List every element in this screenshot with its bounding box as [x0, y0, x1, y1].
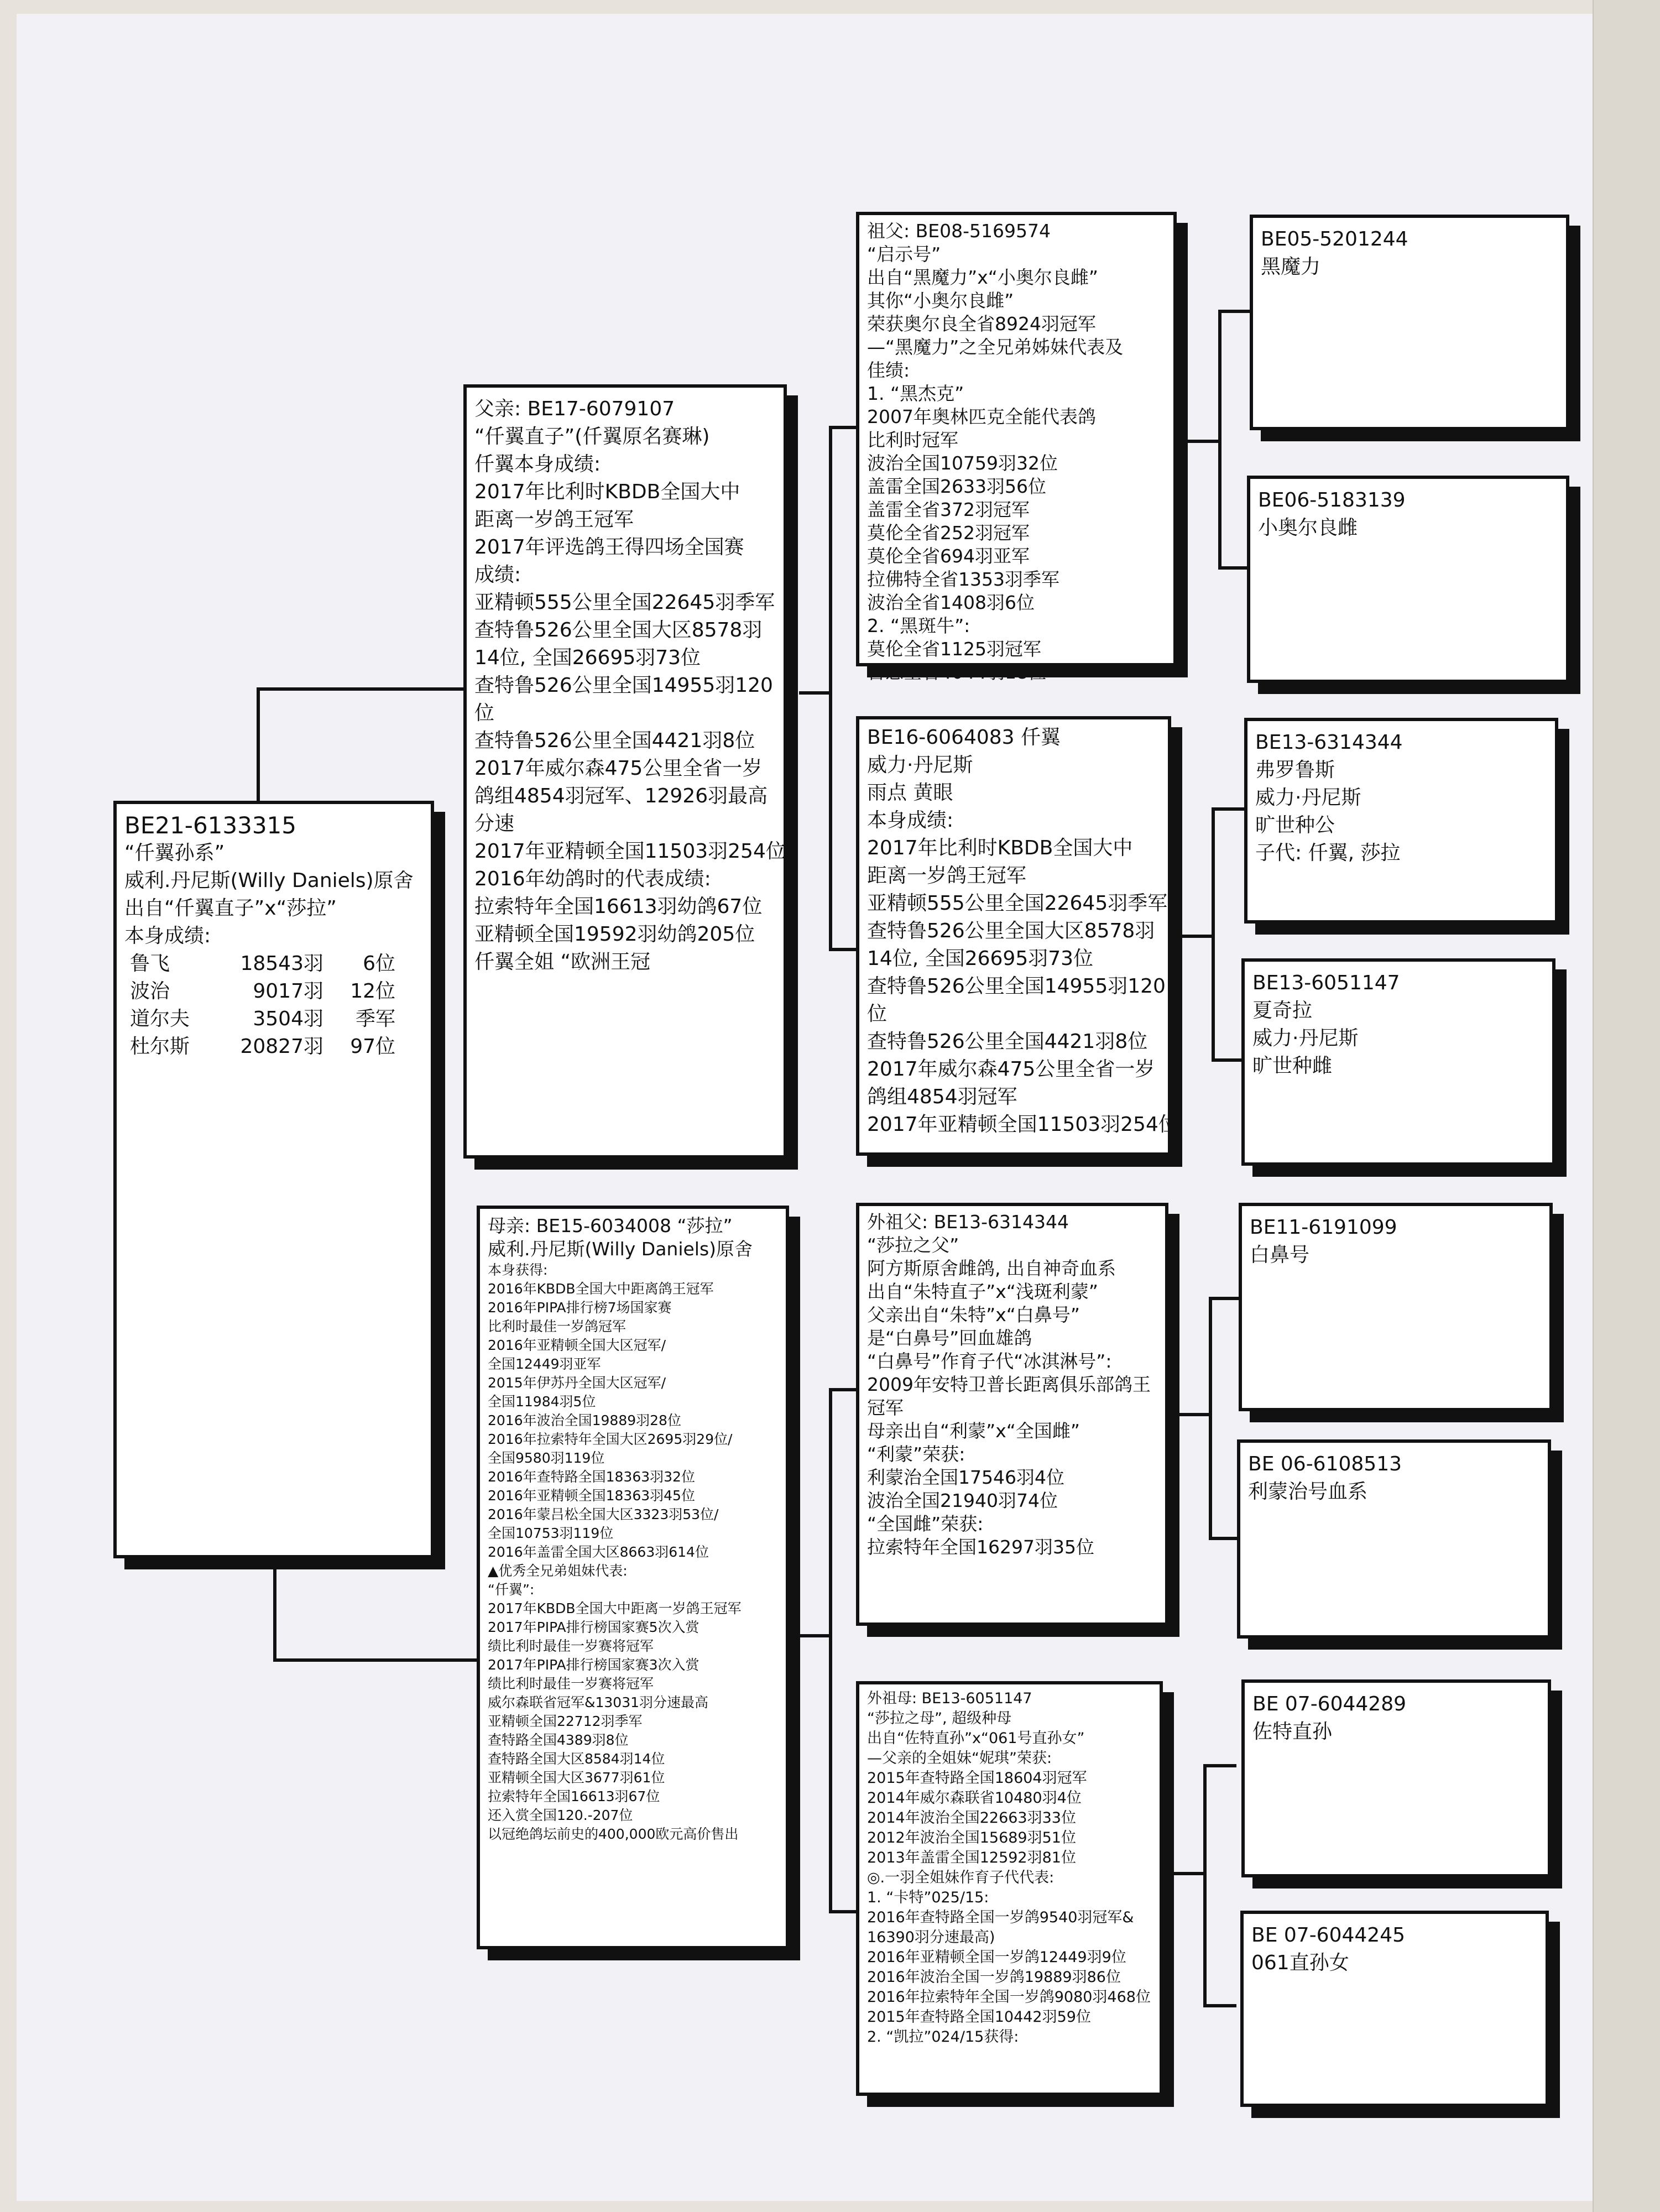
text-line: 2017年比利时KBDB全国大中	[867, 837, 1133, 859]
text-line: 2017年威尔森475公里全省一岁	[867, 1058, 1155, 1081]
text-line: 查特鲁526公里全国大区8578羽	[474, 619, 763, 641]
text-line: ◎.一羽全姐妹作育子代代表:	[867, 1869, 1055, 1886]
text-line: 2014年威尔森联省10480羽4位	[867, 1790, 1082, 1807]
text-line: 1. “黑杰克”	[867, 383, 964, 404]
text-line: 母亲: BE15-6034008 “莎拉”	[488, 1215, 733, 1237]
text-line: 全国9580羽119位	[488, 1450, 605, 1466]
text-line: “莎拉之父”	[867, 1234, 959, 1256]
performance-row	[124, 950, 425, 978]
ring-number: BE05-5201244	[1261, 228, 1408, 251]
text-line: 2017年亚精顿全国11503羽254位	[867, 1113, 1178, 1136]
placing: 12位	[350, 980, 395, 1003]
text-line: 威力·丹尼斯	[1252, 1027, 1359, 1050]
connector-line	[799, 1634, 832, 1637]
text-line: 2017年KBDB全国大中距离一岁鸽王冠军	[488, 1600, 742, 1616]
text-line: 波治全国21940羽74位	[867, 1490, 1058, 1511]
connector-line	[829, 1388, 832, 1913]
text-line: 2016年亚精顿全国大区冠军/	[488, 1337, 666, 1353]
text-line: 出自“佐特直孙”x“061号直孙女”	[867, 1730, 1085, 1747]
text-line: —父亲的全姐妹“妮琪”荣获:	[867, 1750, 1052, 1767]
text-line: 出自“黑魔力”x“小奥尔良雌”	[867, 267, 1098, 288]
text-line: 还入赏全国120.-207位	[488, 1807, 633, 1823]
text-line: 2013年盖雷全国12592羽81位	[867, 1849, 1076, 1866]
text-line: 本身成绩:	[867, 809, 954, 832]
ring-number: 祖父: BE08-5169574	[867, 220, 1051, 242]
text-line: 旷世种公	[1255, 814, 1335, 837]
connector-line	[1212, 807, 1245, 811]
connector-line	[1203, 1764, 1207, 2007]
text-line: 夏奇拉	[1252, 999, 1313, 1022]
text-line: 2015年查特路全国10442羽59位	[867, 2008, 1091, 2026]
text-line: 14位, 全国26695羽73位	[867, 947, 1094, 970]
text-line: 母亲出自“利蒙”x“全国雌”	[867, 1420, 1080, 1442]
text-line: 绩比利时最佳一岁赛将冠军	[488, 1638, 654, 1654]
text-line: “启示号”	[867, 243, 941, 265]
connector-line	[257, 687, 260, 805]
text-line: 亚精顿555公里全国22645羽季军	[867, 892, 1168, 915]
paternal-grandsire-box	[856, 212, 1177, 683]
text-line: 2017年亚精顿全国11503羽254位	[474, 840, 786, 863]
text-line: 查特鲁526公里全国4421羽8位	[474, 729, 755, 752]
text-line: 2015年伊苏丹全国大区冠军/	[488, 1375, 666, 1391]
connector-line	[273, 1557, 276, 1662]
text-line: 以冠绝鸽坛前史的400,000欧元高价售出	[488, 1826, 739, 1842]
connector-line	[829, 426, 832, 951]
text-line: 亚精顿555公里全国22645羽季军	[474, 591, 775, 614]
text-line: 成绩:	[474, 564, 521, 586]
text-line: “仟翼直子”(仟翼原名赛琳)	[474, 425, 710, 448]
text-line: 2016年波治全国19889羽28位	[488, 1412, 681, 1428]
connector-line	[1209, 1297, 1212, 1540]
text-line: 本身成绩:	[124, 925, 211, 947]
text-line: “仟翼孙系”	[124, 842, 225, 864]
connector-line	[1218, 566, 1251, 570]
text-line: “利蒙”荣获:	[867, 1443, 965, 1465]
text-line: 2016年幼鸽时的代表成绩:	[474, 868, 711, 890]
plastic-sleeve-edge	[1593, 0, 1660, 2212]
text-line: 威力·丹尼斯	[1255, 786, 1361, 809]
connector-line	[1203, 2004, 1236, 2007]
text-line: 鸽组4854羽冠军、12926羽最高	[474, 785, 768, 807]
text-line: 2012年波治全国15689羽51位	[867, 1829, 1076, 1846]
connector-line	[799, 691, 832, 695]
text-line: 亚精顿全国19592羽幼鸽205位	[474, 923, 755, 946]
text-line: 莫伦全省252羽冠军	[867, 522, 1030, 544]
connector-line	[829, 1388, 858, 1391]
connector-line	[829, 1910, 858, 1913]
text-line: 1. “卡特”025/15:	[867, 1889, 989, 1906]
text-line: 冠军	[867, 1397, 904, 1418]
text-line: 2015年查特路全国18604羽冠军	[867, 1770, 1087, 1787]
text-line: 小奥尔良雌	[1258, 517, 1358, 539]
text-line: 威尔森联省冠军&13031羽分速最高	[488, 1694, 709, 1710]
text-line: 盖雷全省372羽冠军	[867, 499, 1030, 520]
text-line: 全国11984羽5位	[488, 1394, 596, 1410]
text-line: 盖雷全国2633羽56位	[867, 476, 1046, 497]
text-line: 亚精顿全国大区3677羽61位	[488, 1770, 665, 1786]
ring-number: BE13-6051147	[1252, 972, 1400, 994]
text-line: 亚精顿全国22712羽季军	[488, 1713, 643, 1729]
text-line: “仟翼”:	[488, 1582, 535, 1598]
bird-count: 3504羽	[253, 1008, 323, 1030]
dam-details	[488, 1261, 780, 1844]
performance-row	[124, 1005, 425, 1033]
text-line: 子代: 仟翼, 莎拉	[1255, 842, 1401, 864]
maternal-grandsire-box	[856, 1203, 1168, 1626]
connector-line	[829, 426, 858, 429]
text-line: 2017年评选鸽王得四场全国赛	[474, 536, 744, 559]
text-line: 父亲出自“朱特”x“白鼻号”	[867, 1304, 1080, 1326]
race-name: 波治	[130, 980, 170, 1003]
gen4-box	[1239, 1203, 1553, 1411]
ring-number: 外祖母: BE13-6051147	[867, 1690, 1032, 1707]
text-line: 2016年查特路全国一岁鸽9540羽冠军&	[867, 1909, 1134, 1926]
text-line: 利蒙治号血系	[1248, 1480, 1368, 1503]
text-line: 其你“小奥尔良雌”	[867, 290, 1014, 311]
ring-number: BE 06-6108513	[1248, 1453, 1402, 1475]
text-line: 2. “凯拉”024/15获得:	[867, 2028, 1019, 2046]
text-line: 2007年奥林匹克全能代表鸽	[867, 406, 1096, 427]
bird-count: 20827羽	[240, 1035, 323, 1058]
text-line: “白鼻号”作育子代“冰淇淋号”:	[867, 1350, 1112, 1372]
race-name: 杜尔斯	[130, 1035, 190, 1058]
text-line: 14位, 全国26695羽73位	[474, 646, 701, 669]
maternal-granddam-box	[856, 1681, 1163, 2096]
gen4-box	[1240, 1911, 1549, 2107]
connector-line	[1182, 440, 1221, 443]
connector-line	[1218, 310, 1251, 313]
text-line: 2016年查特路全国18363羽32位	[488, 1469, 695, 1485]
text-line: 16390羽分速最高)	[867, 1929, 995, 1946]
text-line: 2016年KBDB全国大中距离鸽王冠军	[488, 1281, 714, 1297]
text-line: 查特鲁526公里全国4421羽8位	[867, 1030, 1148, 1053]
connector-line	[257, 687, 467, 691]
text-line: 2. “黑斑牛”:	[867, 615, 970, 637]
text-line: “全国雌”荣获:	[867, 1513, 984, 1535]
text-line: 白鼻号	[1250, 1244, 1310, 1266]
gen4-box	[1250, 215, 1569, 430]
gen4-box	[1241, 1679, 1551, 1877]
text-line: 仟翼全姐 “欧洲王冠	[474, 951, 651, 973]
connector-line	[1218, 310, 1221, 570]
placing: 季军	[355, 1008, 395, 1030]
text-line: 波治全省1408羽6位	[867, 592, 1035, 613]
text-line: 061直孙女	[1251, 1952, 1349, 1974]
text-line: 拉佛特全省1353羽季军	[867, 568, 1059, 590]
placing: 97位	[350, 1035, 395, 1058]
ring-number: 外祖父: BE13-6314344	[867, 1211, 1069, 1233]
text-line: 荣获奥尔良全省8924羽冠军	[867, 313, 1096, 335]
text-line: 2017年威尔森475公里全省一岁	[474, 757, 763, 780]
text-line: 2016年亚精顿全国一岁鸽12449羽9位	[867, 1949, 1126, 1966]
ring-number: BE21-6133315	[124, 812, 297, 839]
ring-number: BE06-5183139	[1258, 489, 1406, 512]
text-line: —“黑魔力”之全兄弟姊妹代表及	[867, 336, 1124, 358]
connector-line	[273, 1658, 478, 1662]
text-line: 仟翼本身成绩:	[474, 453, 601, 476]
text-line: 本身获得:	[488, 1262, 548, 1278]
gen4-box	[1244, 718, 1558, 924]
text-line: 波治全国10759羽32位	[867, 452, 1058, 474]
bird-count: 9017羽	[253, 980, 323, 1003]
text-line: 鸽组4854羽冠军	[867, 1086, 1017, 1108]
text-line: 2017年PIPA排行榜国家赛3次入赏	[488, 1657, 700, 1673]
ring-number: BE11-6191099	[1250, 1216, 1397, 1239]
paternal-granddam-box	[856, 716, 1178, 1156]
text-line: 是“白鼻号”回血雄鸽	[867, 1327, 1032, 1349]
gen4-box	[1247, 476, 1569, 683]
text-line: 位	[474, 702, 495, 724]
text-line: 距离一岁鸽王冠军	[867, 864, 1027, 887]
text-line: 位	[867, 1003, 888, 1025]
ring-number: BE 07-6044289	[1252, 1693, 1407, 1715]
text-line: 2017年PIPA排行榜国家赛5次入赏	[488, 1619, 700, 1635]
text-line: 佳绩:	[867, 359, 910, 381]
text-line: 2016年拉索特年全国大区2695羽29位/	[488, 1431, 733, 1447]
performance-row	[124, 1033, 425, 1061]
text-line: 比利时冠军	[867, 429, 958, 451]
text-line: 2014年波治全国22663羽33位	[867, 1809, 1076, 1827]
placing: 6位	[363, 952, 395, 975]
connector-line	[829, 948, 858, 951]
text-line: 2016年亚精顿全国18363羽45位	[488, 1488, 695, 1504]
text-line: 2016年波治全国一岁鸽19889羽86位	[867, 1969, 1121, 1986]
text-line: 威利.丹尼斯(Willy Daniels)原舍	[488, 1238, 753, 1260]
text-line: 查特鲁526公里全国14955羽120	[474, 674, 773, 697]
text-line: 黑魔力	[1261, 255, 1321, 278]
text-line: 弗罗鲁斯	[1255, 759, 1335, 781]
text-line: 2017年比利时KBDB全国大中	[474, 481, 740, 503]
text-line: 比利时最佳一岁鸽冠军	[488, 1318, 627, 1334]
text-line: 距离一岁鸽王冠军	[474, 508, 634, 531]
text-line: 2016年PIPA排行榜7场国家赛	[488, 1300, 672, 1316]
text-line: “莎拉之母”, 超级种母	[867, 1710, 1012, 1727]
text-line: 全国12449羽亚军	[488, 1356, 601, 1372]
text-line: 拉索特年全国16297羽35位	[867, 1536, 1094, 1558]
race-name: 道尔夫	[130, 1008, 190, 1030]
text-line: 威利.丹尼斯(Willy Daniels)原舍	[124, 869, 414, 892]
ring-number: BE13-6314344	[1255, 731, 1403, 754]
text-line: 莫伦全省1125羽冠军	[867, 638, 1041, 660]
text-line: 佐特直孙	[1252, 1720, 1333, 1743]
text-line: 旷世种雌	[1252, 1055, 1333, 1077]
text-line: 吉恩全省4044羽18位	[867, 661, 1046, 683]
connector-line	[1212, 807, 1215, 1062]
text-line: 2016年拉索特年全国一岁鸽9080羽468位	[867, 1989, 1151, 2006]
text-line: 2009年安特卫普长距离俱乐部鸽王	[867, 1374, 1151, 1395]
connector-line	[1175, 935, 1215, 938]
ring-number: BE16-6064083 仟翼	[867, 726, 1061, 749]
text-line: 查特路全国大区8584羽14位	[488, 1751, 665, 1767]
race-name: 鲁飞	[130, 952, 170, 975]
gen4-box	[1237, 1439, 1551, 1639]
text-line: 2016年蒙吕松全国大区3323羽53位/	[488, 1506, 719, 1522]
text-line: 雨点 黄眼	[867, 781, 953, 804]
ring-number: BE 07-6044245	[1251, 1924, 1406, 1947]
text-line: 全国10753羽119位	[488, 1525, 614, 1541]
text-line: 拉索特年全国16613羽幼鸽67位	[474, 895, 763, 918]
performance-row	[124, 978, 425, 1005]
connector-line	[1212, 1058, 1245, 1062]
text-line: 威力·丹尼斯	[867, 754, 973, 776]
text-line: ▲优秀全兄弟姐妹代表:	[488, 1563, 628, 1579]
dam-box	[477, 1206, 789, 1949]
text-line: 查特鲁526公里全国14955羽120	[867, 975, 1166, 998]
text-line: 阿方斯原舍雌鸽, 出自神奇血系	[867, 1258, 1116, 1279]
subject-box	[113, 801, 434, 1558]
text-line: 分速	[474, 812, 515, 835]
bird-count: 18543羽	[240, 952, 323, 975]
connector-line	[1172, 1413, 1212, 1416]
text-line: 查特路全国4389羽8位	[488, 1732, 629, 1748]
text-line: 拉索特年全国16613羽67位	[488, 1788, 660, 1804]
text-line: 绩比利时最佳一岁赛将冠军	[488, 1676, 654, 1692]
connector-line	[1203, 1764, 1236, 1767]
text-line: 2016年盖雷全国大区8663羽614位	[488, 1544, 709, 1560]
text-line: 出自“朱特直子”x“浅斑利蒙”	[867, 1281, 1098, 1302]
text-line: 利蒙治全国17546羽4位	[867, 1467, 1064, 1488]
sire-box	[463, 384, 787, 1159]
text-line: 查特鲁526公里全国大区8578羽	[867, 920, 1155, 942]
ring-number: 父亲: BE17-6079107	[474, 398, 675, 420]
connector-line	[1209, 1297, 1242, 1300]
gen4-box	[1241, 958, 1555, 1166]
text-line: 莫伦全省694羽亚军	[867, 545, 1030, 567]
connector-line	[1167, 1872, 1207, 1875]
text-line: 出自“仟翼直子”x“莎拉”	[124, 897, 337, 920]
